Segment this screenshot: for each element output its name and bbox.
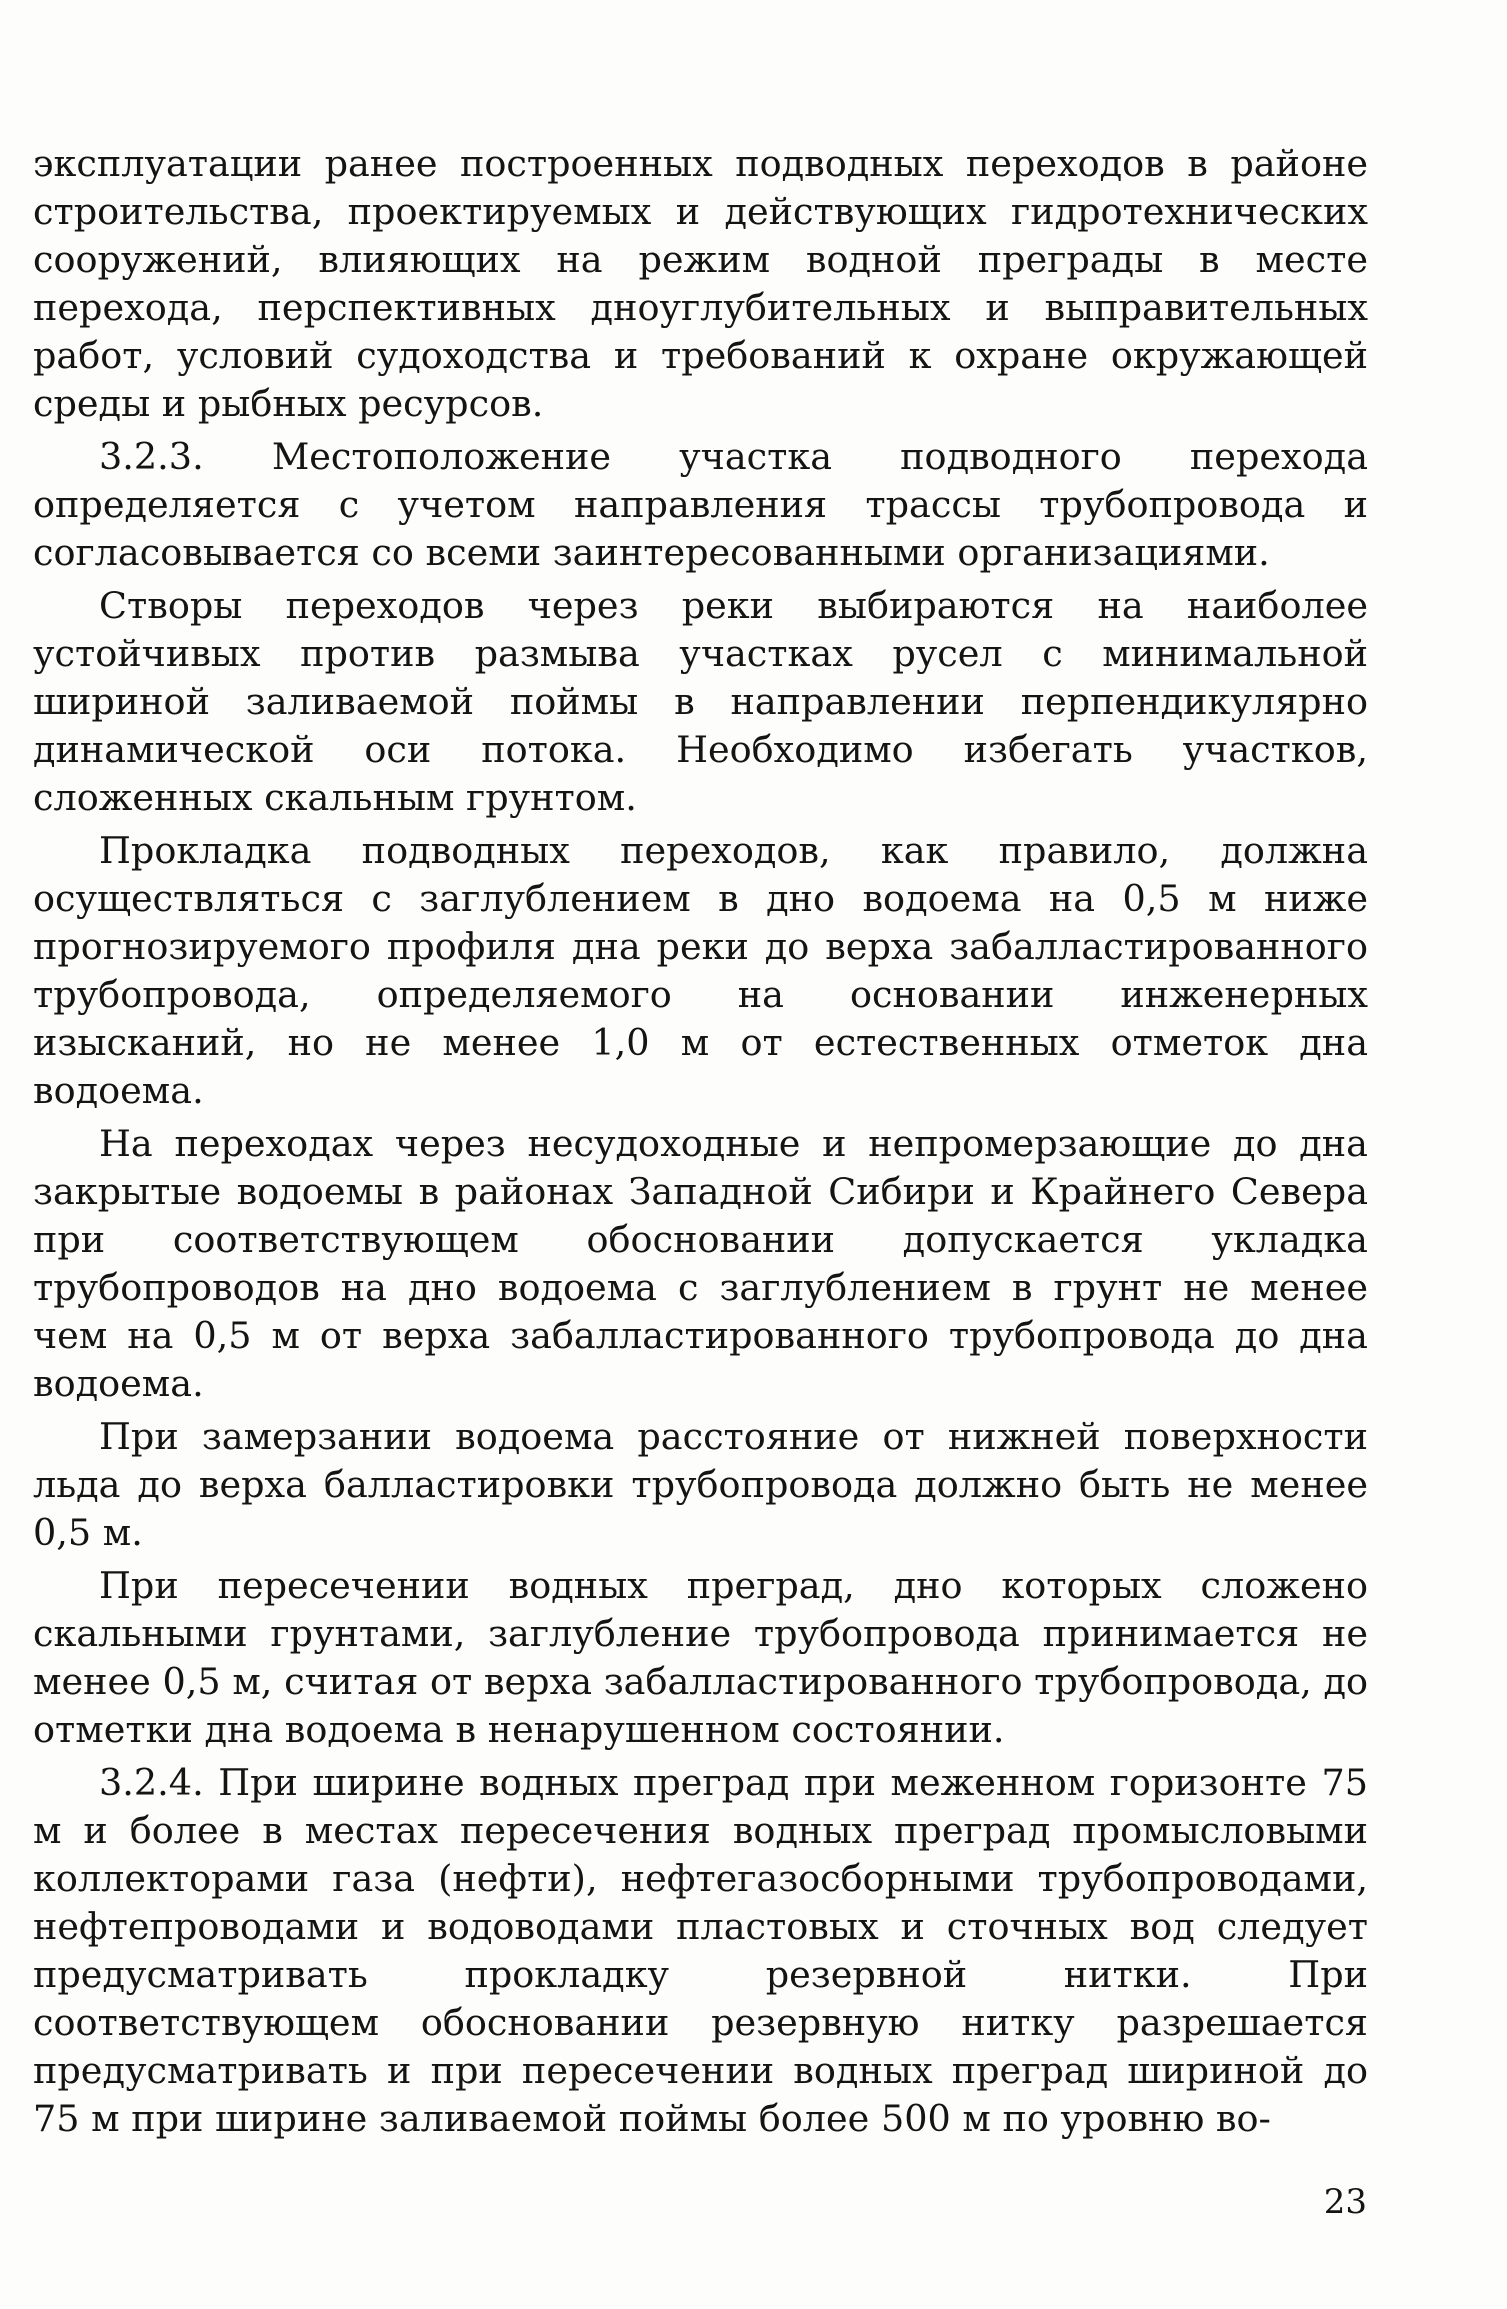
paragraph-closed-reservoirs: На переходах через несудоходные и непромерзающие до дна закрытые водоемы в районах Западной Сибири и Крайнего Севера при соответствующем обосновании допускается укладка трубопроводов на дно водоема с заглублением в грунт не менее чем на 0,5 м от верха забалластированного трубопровода до дна водоема. — [33, 1122, 1368, 1405]
paragraph-continuation: эксплуатации ранее построенных подводных переходов в районе строительства, проектируемых и действующих гидротехнических сооружений, влияющих на режим водной преграды в месте перехода, перспективных дноуглубительных и выправительных работ, условий судоходства и требований к охране окружающей среды и рыбных ресурсов. — [33, 142, 1368, 425]
page-number: 23 — [1323, 2182, 1367, 2222]
paragraph-3-2-4: 3.2.4. При ширине водных преград при меженном горизонте 75 м и более в местах пересечения водных преград промысловыми коллекторами газа (нефти), нефтегазосборными трубопроводами, нефтепроводами и водоводами пластовых и сточных вод следует предусматривать прокладку резервной нитки. При соответствующем обосновании резервную нитку разрешается предусматривать и при пересечении водных преград шириной до 75 м при ширине заливаемой поймы более 500 м по уровню во- — [33, 1761, 1368, 2140]
body-text — [33, 140, 1368, 2148]
paragraph-rocky-bottom: При пересечении водных преград, дно которых сложено скальными грунтами, заглубление трубопровода принимается не менее 0,5 м, считая от верха забалластированного трубопровода, до отметки дна водоема в ненарушенном состоянии. — [33, 1564, 1368, 1751]
paragraph-river-crossings: Створы переходов через реки выбираются на наиболее устойчивых против размыва участках русел с минимальной шириной заливаемой поймы в направлении перпендикулярно динамической оси потока. Необходимо избегать участков, сложенных скальным грунтом. — [33, 584, 1368, 819]
paragraph-3-2-3: 3.2.3. Местоположение участка подводного перехода определяется с учетом направления трассы трубопровода и согласовывается со всеми заинтересованными организациями. — [33, 435, 1368, 574]
paragraph-laying-depth: Прокладка подводных переходов, как правило, должна осуществляться с заглублением в дно водоема на 0,5 м ниже прогнозируемого профиля дна реки до верха забалластированного трубопровода, определяемого на основании инженерных изысканий, но не менее 1,0 м от естественных отметок дна водоема. — [33, 829, 1368, 1112]
paragraph-freezing: При замерзании водоема расстояние от нижней поверхности льда до верха балластировки трубопровода должно быть не менее 0,5 м. — [33, 1415, 1368, 1554]
